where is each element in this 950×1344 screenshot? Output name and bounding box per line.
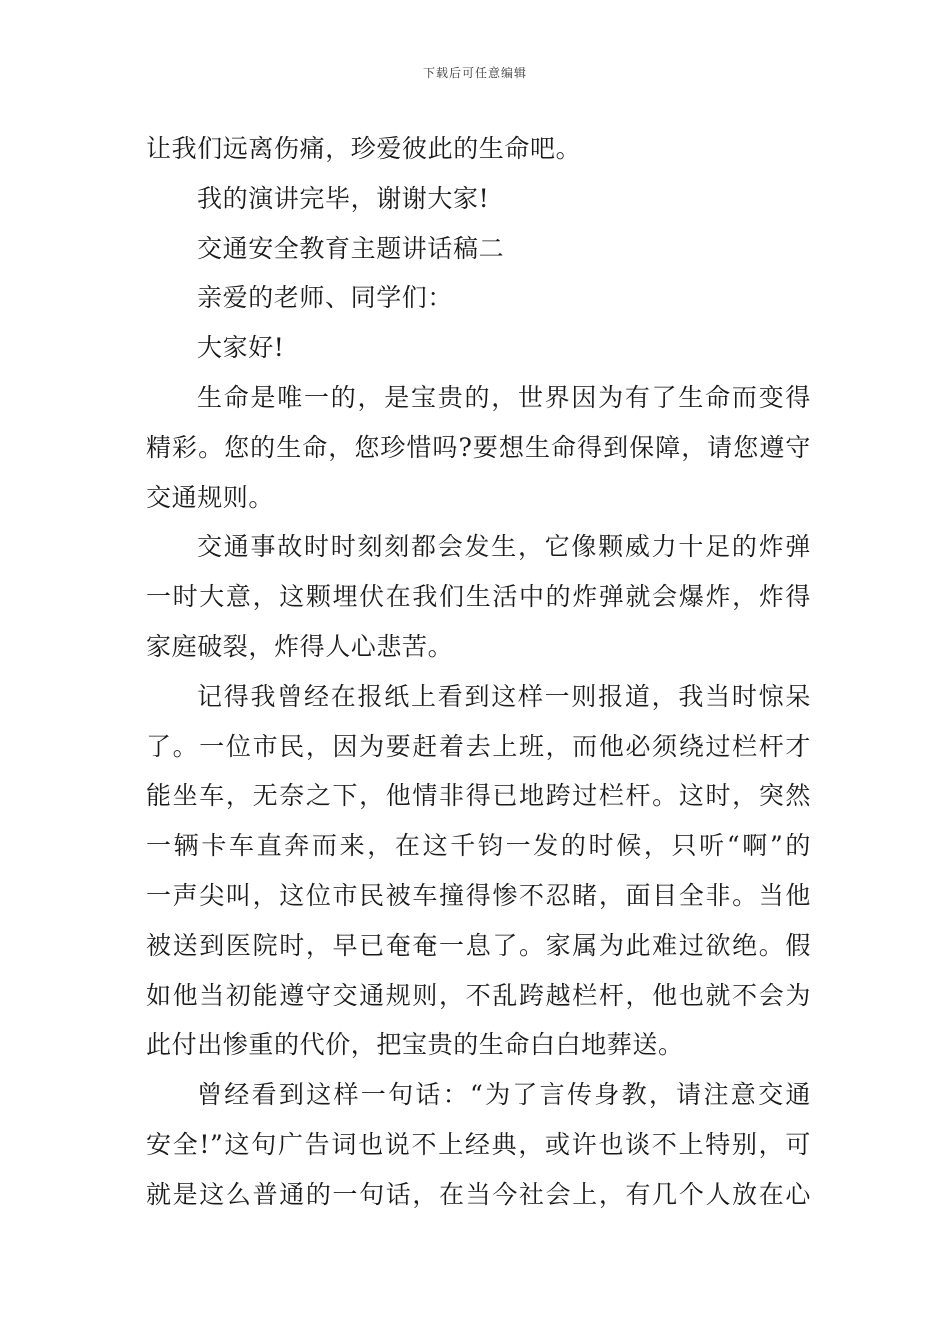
text-line: 让我们远离伤痛，珍爱彼此的生命吧。 [146,134,582,163]
text-line: 大家好! [197,333,285,363]
text-line: 一时大意，这颗埋伏在我们生活中的炸弹就会爆炸，炸得 [146,582,811,612]
text-line: 交通规则。 [146,482,275,512]
text-line: 能坐车，无奈之下，他情非得已地跨过栏杆。这时，突然 [146,781,811,811]
page-header: 下载后可任意编辑 [422,66,527,80]
text-line: 一辆卡车直奔而来，在这千钧一发的时候，只听“啊”的 [146,831,811,861]
text-line: 此付出惨重的代价，把宝贵的生命白白地葬送。 [146,1030,684,1060]
text-line: 就是这么普通的一句话，在当今社会上，有几个人放在心 [146,1179,811,1209]
document-body [146,124,811,1220]
text-line: 记得我曾经在报纸上看到这样一则报道，我当时惊呆 [197,681,811,711]
text-line: 亲爱的老师、同学们： [197,283,454,313]
text-line: 交通事故时时刻刻都会发生，它像颗威力十足的炸弹 [197,532,811,562]
text-line: 生命是唯一的，是宝贵的，世界因为有了生命而变得 [197,382,811,412]
text-line: 被送到医院时，早已奄奄一息了。家属为此难过欲绝。假 [146,930,811,960]
text-line: 我的演讲完毕，谢谢大家! [197,183,490,213]
text-line: 一声尖叫，这位市民被车撞得惨不忍睹，面目全非。当他 [146,880,811,910]
text-line: 交通安全教育主题讲话稿二 [197,233,505,263]
text-line: 家庭破裂，炸得人心悲苦。 [146,631,454,661]
text-line: 曾经看到这样一句话：“为了言传身教，请注意交通 [197,1080,811,1110]
text-line: 如他当初能遵守交通规则，不乱跨越栏杆，他也就不会为 [146,980,811,1010]
text-line: 了。一位市民，因为要赶着去上班，而他必须绕过栏杆才 [146,731,811,761]
text-line: 精彩。您的生命，您珍惜吗?要想生命得到保障，请您遵守 [146,432,811,462]
text-line: 安全!”这句广告词也说不上经典，或许也谈不上特别，可 [146,1129,811,1159]
